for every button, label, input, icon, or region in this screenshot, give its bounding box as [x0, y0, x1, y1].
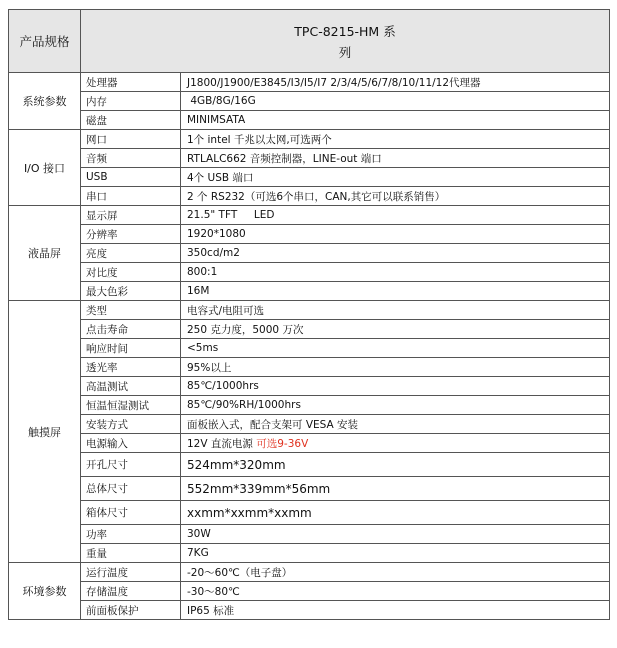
- value-cell: 21.5" TFT LED: [181, 206, 610, 225]
- value-cell: <5ms: [181, 339, 610, 358]
- param-cell: 前面板保护: [81, 601, 181, 620]
- param-cell: USB: [81, 168, 181, 187]
- value-cell: 7KG: [181, 544, 610, 563]
- table-row: [9, 377, 610, 396]
- param-cell: 高温测试: [81, 377, 181, 396]
- value-cell: 电容式/电阻可选: [181, 301, 610, 320]
- table-row: [9, 206, 610, 225]
- header-category-cell: [9, 10, 81, 73]
- category-cell: 环境参数: [9, 563, 81, 620]
- param-cell: 串口: [81, 187, 181, 206]
- param-cell: 存储温度: [81, 582, 181, 601]
- param-cell: 最大色彩: [81, 282, 181, 301]
- table-row: [9, 263, 610, 282]
- value-cell: 4GB/8G/16G: [181, 92, 610, 111]
- table-row: [9, 525, 610, 544]
- value-cell: 800:1: [181, 263, 610, 282]
- value-cell: 350cd/m2: [181, 244, 610, 263]
- value-cell: 552mm*339mm*56mm: [181, 477, 610, 501]
- param-cell: 开孔尺寸: [81, 453, 181, 477]
- value-cell: -20～60℃（电子盘）: [181, 563, 610, 582]
- value-cell: 面板嵌入式，配合支架可 VESA 安装: [181, 415, 610, 434]
- param-cell: 内存: [81, 92, 181, 111]
- param-cell: 磁盘: [81, 111, 181, 130]
- param-cell: 总体尺寸: [81, 477, 181, 501]
- param-cell: 音频: [81, 149, 181, 168]
- value-cell: 1个 intel 千兆以太网,可选两个: [181, 130, 610, 149]
- table-row: [9, 358, 610, 377]
- param-cell: 透光率: [81, 358, 181, 377]
- param-cell: 显示屏: [81, 206, 181, 225]
- table-row: [9, 301, 610, 320]
- value-cell: 95%以上: [181, 358, 610, 377]
- table-row: [9, 563, 610, 582]
- table-row: [9, 501, 610, 525]
- value-cell: 85℃/1000hrs: [181, 377, 610, 396]
- param-cell: 箱体尺寸: [81, 501, 181, 525]
- param-cell: 电源输入: [81, 434, 181, 453]
- value-cell: J1800/J1900/E3845/I3/I5/I7 2/3/4/5/6/7/8/10/11/12代理器: [181, 73, 610, 92]
- value-cell: 250 克力度，5000 万次: [181, 320, 610, 339]
- value-cell: 1920*1080: [181, 225, 610, 244]
- param-cell: 恒温恒湿测试: [81, 396, 181, 415]
- table-row: [9, 434, 610, 453]
- param-cell: 类型: [81, 301, 181, 320]
- value-cell: 30W: [181, 525, 610, 544]
- table-row: [9, 544, 610, 563]
- table-row: [9, 320, 610, 339]
- spec-table: [8, 9, 610, 620]
- table-row: [9, 339, 610, 358]
- value-cell: 85℃/90%RH/1000hrs: [181, 396, 610, 415]
- value-cell: MINIMSATA: [181, 111, 610, 130]
- table-row: [9, 282, 610, 301]
- param-cell: 对比度: [81, 263, 181, 282]
- header-model-line2: 列: [338, 45, 352, 60]
- param-cell: 亮度: [81, 244, 181, 263]
- category-cell: 液晶屏: [9, 206, 81, 301]
- table-row: [9, 73, 610, 92]
- value-cell: 4个 USB 端口: [181, 168, 610, 187]
- category-cell: 系统参数: [9, 73, 81, 130]
- power-input-text: 12V 直流电源: [187, 437, 257, 450]
- param-cell: 网口: [81, 130, 181, 149]
- value-cell: 524mm*320mm: [181, 453, 610, 477]
- header-model-cell: [81, 10, 610, 73]
- value-cell: -30～80℃: [181, 582, 610, 601]
- value-cell: RTLALC662 音频控制器，LINE-out 端口: [181, 149, 610, 168]
- param-cell: 重量: [81, 544, 181, 563]
- table-row: [9, 477, 610, 501]
- value-cell: IP65 标准: [181, 601, 610, 620]
- param-cell: 点击寿命: [81, 320, 181, 339]
- param-cell: 安装方式: [81, 415, 181, 434]
- table-row: [9, 601, 610, 620]
- power-input-option: 可选9-36V: [256, 437, 309, 450]
- table-row: [9, 415, 610, 434]
- value-cell: xxmm*xxmm*xxmm: [181, 501, 610, 525]
- table-row: [9, 187, 610, 206]
- table-row: [9, 92, 610, 111]
- header-model-line1: TPC-8215-HM 系: [294, 24, 396, 39]
- value-cell: 16M: [181, 282, 610, 301]
- param-cell: 功率: [81, 525, 181, 544]
- param-cell: 响应时间: [81, 339, 181, 358]
- value-cell: 2 个 RS232（可选6个串口，CAN,其它可以联系销售）: [181, 187, 610, 206]
- param-cell: 分辨率: [81, 225, 181, 244]
- table-row: [9, 453, 610, 477]
- table-row: [9, 225, 610, 244]
- table-row: [9, 168, 610, 187]
- category-cell: 触摸屏: [9, 301, 81, 563]
- param-cell: 处理器: [81, 73, 181, 92]
- table-row: [9, 582, 610, 601]
- table-row: [9, 130, 610, 149]
- category-cell: I/O 接口: [9, 130, 81, 206]
- value-cell: [181, 434, 610, 453]
- table-row: [9, 396, 610, 415]
- table-row: [9, 149, 610, 168]
- header-category-label: 产品规格: [19, 34, 70, 49]
- param-cell: 运行温度: [81, 563, 181, 582]
- table-row: [9, 111, 610, 130]
- table-row: [9, 244, 610, 263]
